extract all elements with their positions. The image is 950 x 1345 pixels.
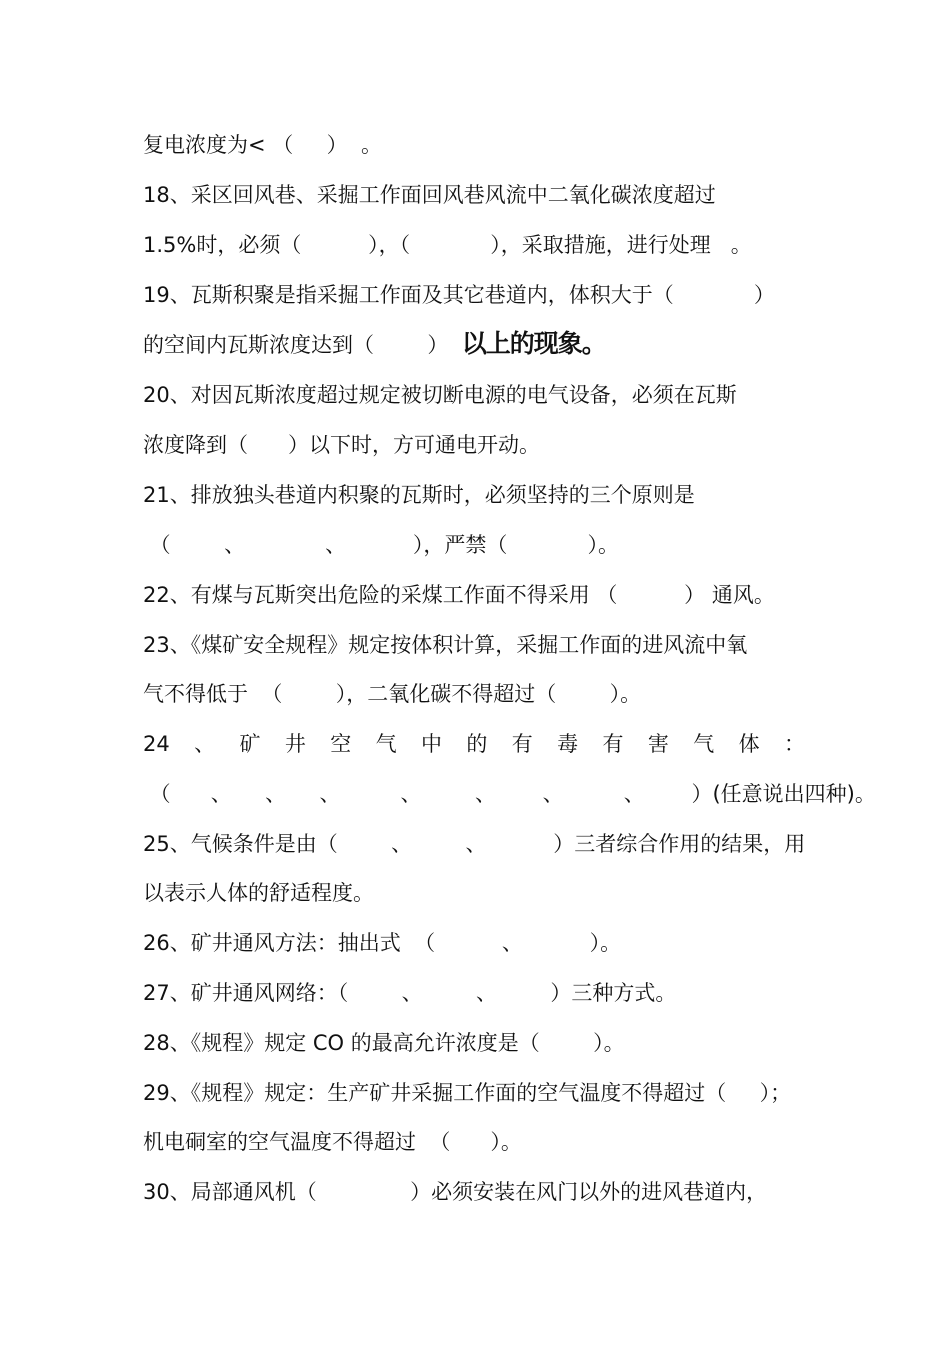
q24-char: 的 xyxy=(466,732,488,756)
question-27-line-1: 27、矿井通风网络：（ 、 、 ）三种方式。 xyxy=(143,981,677,1005)
question-25-line-1: 25、气候条件是由（ 、 、 ）三者综合作用的结果，用 xyxy=(143,832,806,856)
question-19-large-text: 以上的现象。 xyxy=(461,329,606,358)
question-26-line-1: 26、矿井通风方法：抽出式 （ 、 ）。 xyxy=(143,931,622,955)
q24-char: 体 xyxy=(738,732,760,756)
question-21-line-1: 21、排放独头巷道内积聚的瓦斯时，必须坚持的三个原则是 xyxy=(143,483,695,507)
question-29-line-2: 机电硐室的空气温度不得超过 （ ）。 xyxy=(143,1130,522,1154)
q24-char: ： xyxy=(783,732,805,756)
q24-char: 井 xyxy=(284,732,306,756)
question-24-line-1 xyxy=(143,730,805,758)
q24-char: 中 xyxy=(420,732,442,756)
question-23-line-2: 气不得低于 （ ），二氧化碳不得超过（ ）。 xyxy=(143,682,642,706)
q24-char: 、 xyxy=(194,732,216,756)
question-19-line-1: 19、瓦斯积聚是指采掘工作面及其它巷道内，体积大于（ ） xyxy=(143,283,775,307)
q24-char: 24 xyxy=(143,732,170,756)
q24-char: 害 xyxy=(647,732,669,756)
question-21-line-2: （ 、 、 ），严禁（ ）。 xyxy=(143,533,620,557)
question-18-line-2: 1.5%时，必须（ ），（ ），采取措施，进行处理 。 xyxy=(143,233,752,257)
q24-char: 气 xyxy=(375,732,397,756)
question-20-line-2: 浓度降到（ ）以下时，方可通电开动。 xyxy=(143,433,541,457)
text-line-1: 复电浓度为< （ ） 。 xyxy=(143,133,382,157)
question-25-line-2: 以表示人体的舒适程度。 xyxy=(143,881,374,905)
question-20-line-1: 20、对因瓦斯浓度超过规定被切断电源的电气设备，必须在瓦斯 xyxy=(143,383,737,407)
question-18-line-1: 18、采区回风巷、采掘工作面回风巷风流中二氧化碳浓度超过 xyxy=(143,183,716,207)
q24-char: 矿 xyxy=(239,732,261,756)
question-19-line-2 xyxy=(143,330,813,359)
question-29-line-1: 29、《规程》规定：生产矿井采掘工作面的空气温度不得超过（ ）； xyxy=(143,1081,792,1105)
q24-char: 有 xyxy=(602,732,624,756)
question-30-line-1: 30、局部通风机（ ）必须安装在风门以外的进风巷道内， xyxy=(143,1180,768,1204)
q24-char: 毒 xyxy=(557,732,579,756)
question-24-line-2: （ 、 、 、 、 、 、 、 ）(任意说出四种)。 xyxy=(143,782,876,806)
q24-char: 气 xyxy=(693,732,715,756)
question-28-line-1: 28、《规程》规定 CO 的最高允许浓度是（ ）。 xyxy=(143,1031,625,1055)
question-23-line-1: 23、《煤矿安全规程》规定按体积计算，采掘工作面的进风流中氧 xyxy=(143,633,748,657)
q24-char: 空 xyxy=(330,732,352,756)
q24-char: 有 xyxy=(511,732,533,756)
question-19-line-2-text: 的空间内瓦斯浓度达到（ ） xyxy=(143,333,462,357)
question-22-line-1: 22、有煤与瓦斯突出危险的采煤工作面不得采用 （ ） 通风。 xyxy=(143,583,775,607)
